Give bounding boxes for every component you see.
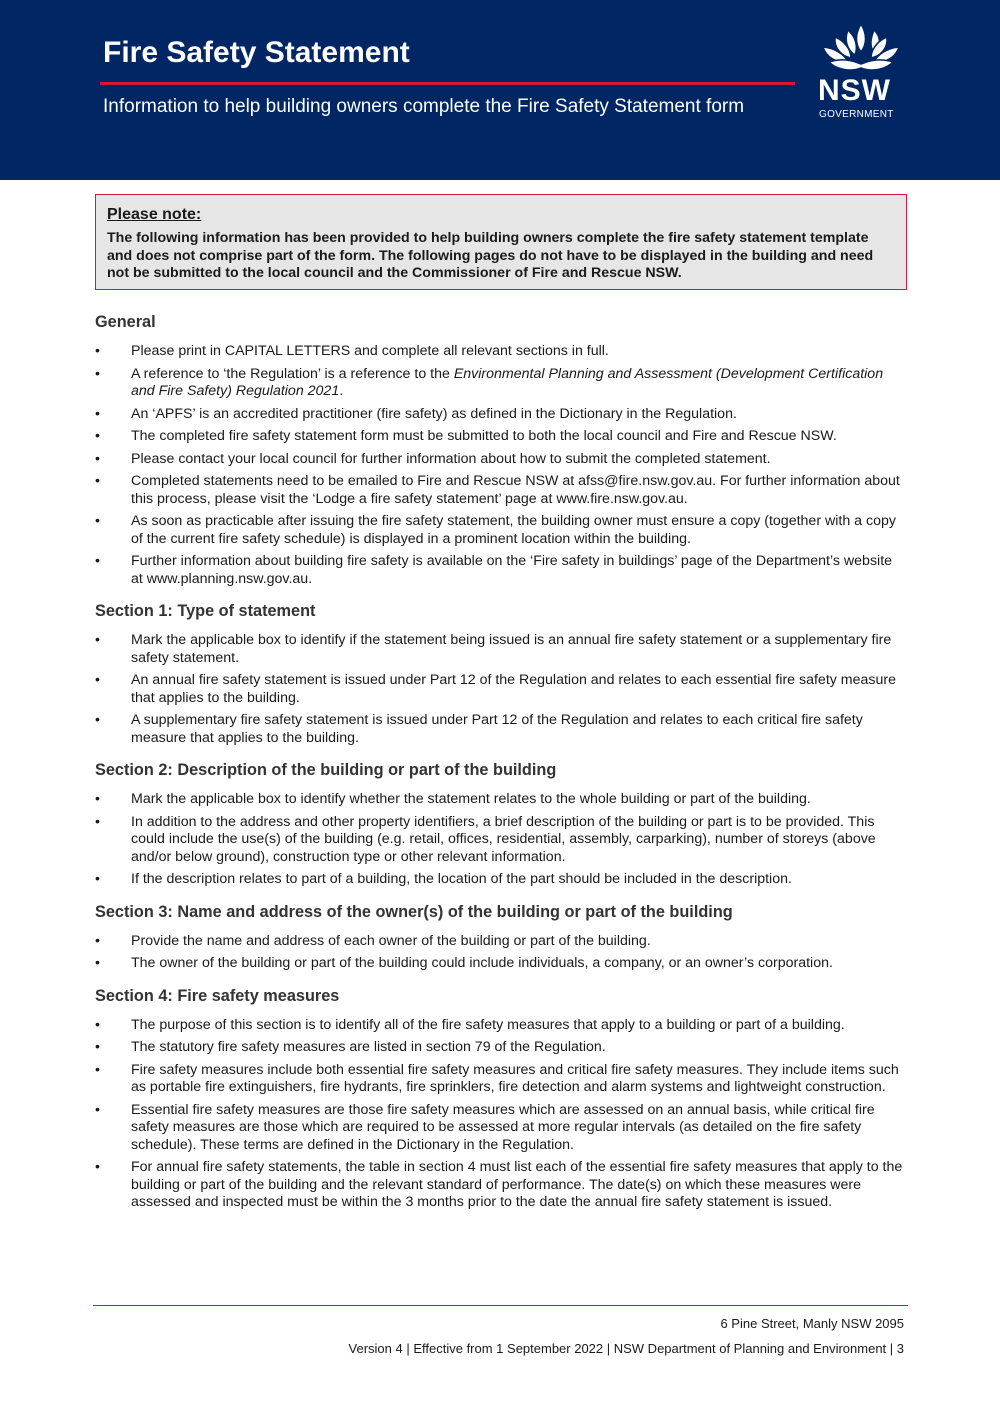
section-block [95,310,907,588]
list-item-text: A reference to ‘the Regulation’ is a reference to the [131,365,454,382]
list-item-text: Provide the name and address of each owner of the building or part of the building. [131,932,651,949]
list-item [95,406,907,424]
list-item [95,955,907,973]
list-item [95,1062,907,1097]
list-item-text: Mark the applicable box to identify if the statement being issued is an annual fire safety statement or a supplementary fire safety statement. [131,632,892,666]
logo-government-text: GOVERNMENT [819,109,894,120]
regulation-title: Environmental Planning and Assessment (Development Certification and Fire Safety) Regulation 2021 [131,365,884,399]
page-header [0,0,1000,180]
list-item-text: Mark the applicable box to identify whether the statement relates to the whole building or part of the building. [131,791,811,807]
bullet-list [95,632,907,747]
list-item [95,1039,907,1057]
list-item [95,513,907,548]
list-item [95,672,907,707]
logo-nsw-text: NSW [818,74,891,107]
section-heading: Section 4: Fire safety measures [95,986,340,1005]
list-item [95,871,907,889]
section-block [95,900,907,973]
list-item-text: Please contact your local council for further information about how to submit the completed statement. [131,450,771,467]
list-item-text: The completed fire safety statement form must be submitted to both the local council and Fire and Rescue NSW. [131,428,837,444]
list-item-text: . [339,383,344,399]
list-item [95,632,907,667]
section-heading: Section 2: Description of the building or part of the building [95,761,557,779]
list-item-text: If the description relates to part of a building, the location of the part should be included in the description. [131,871,792,887]
list-item [95,712,907,747]
list-item-text: The statutory fire safety measures are listed in section 79 of the Regulation. [131,1039,606,1055]
list-item-text: Please print in CAPITAL LETTERS and complete all relevant sections in full. [131,343,609,359]
list-item-text: The owner of the building or part of the building could include individuals, a company, or an owner’s corporation. [131,955,833,971]
list-item-text: Completed statements need to be emailed to Fire and Rescue NSW at afss@fire.nsw.gov.au. For further information about this process, please visit the ‘Lodge a fire safety statement’ page at www.fire.nsw.gov.au. [131,473,900,507]
bullet-list [95,343,907,588]
list-item [95,933,907,951]
list-item-text: Further information about building fire safety is available on the ‘Fire safety in buildings’ page of the Department’s website at www.planning.nsw.gov.au. [131,553,893,587]
list-item [95,814,907,867]
footer-address: 6 Pine Street, Manly NSW 2095 [720,1316,904,1331]
bullet-list [95,933,907,973]
waratah-icon [815,20,907,76]
section-block [95,599,907,747]
list-item [95,1102,907,1155]
footer-divider [93,1305,908,1306]
list-item [95,343,907,361]
list-item-text: In addition to the address and other property identifiers, a brief description of the building or part is to be provided. This could include the use(s) of the building (e.g. retail, offices, residential, assembly, carparking), number of storeys (above and/or below ground), construction type or other relevant information. [131,813,876,865]
page-subtitle: Information to help building owners complete the Fire Safety Statement form [103,96,745,117]
list-item [95,428,907,446]
page-title: Fire Safety Statement [103,36,410,69]
list-item-text: The purpose of this section is to identify all of the fire safety measures that apply to a building or part of a building. [131,1016,845,1033]
please-note-box [95,194,907,290]
list-item-text: Fire safety measures include both essential fire safety measures and critical fire safety measures. They include items such as portable fire extinguishers, fire hydrants, fire sprinklers, fire detection and alarm systems and lightweight construction. [131,1061,899,1095]
note-text: The following information has been provided to help building owners complete the fire safety statement template and does not comprise part of the form. The following pages do not have to be displayed in the building and need not be submitted to the local council and the Commissioner of Fire and Rescue NSW. [107,230,874,281]
list-item-text: An ‘APFS’ is an accredited practitioner (fire safety) as defined in the Dictionary in the Regulation. [131,405,737,422]
list-item [95,451,907,469]
section-heading: General [95,313,156,331]
list-item [95,1017,907,1035]
list-item [95,473,907,508]
list-item [95,366,907,401]
list-item-text: An annual fire safety statement is issued under Part 12 of the Regulation and relates to each essential fire safety measure that applies to the building. [131,672,896,706]
list-item-text: Essential fire safety measures are those fire safety measures which are assessed on an annual basis, while critical fire safety measures are those which are required to be assessed at more regular intervals (as detailed on the fire safety schedule). These terms are defined in the Dictionary in the Regulation. [131,1101,875,1153]
bullet-list [95,791,907,889]
list-item-text: A supplementary fire safety statement is issued under Part 12 of the Regulation and relates to each critical fire safety measure that applies to the building. [131,712,863,746]
list-item-text: For annual fire safety statements, the table in section 4 must list each of the essential fire safety measures that apply to the building or part of the building and the relevant standard of performance. The date(s) on which these measures were assessed and inspected must be within the 3 months prior to the date the annual fire safety statement is issued. [131,1159,903,1210]
list-item [95,1159,907,1212]
list-item [95,791,907,809]
bullet-list [95,1017,907,1212]
note-heading: Please note: [107,206,202,223]
list-item-text: As soon as practicable after issuing the fire safety statement, the building owner must ensure a copy (together with a copy of the current fire safety schedule) is displayed in a prominent location within the building. [131,513,896,547]
footer-version-line: Version 4 | Effective from 1 September 2022 | NSW Department of Planning and Environment | 3 [348,1341,904,1356]
section-block [95,758,907,889]
section-heading: Section 1: Type of statement [95,602,316,620]
main-content [95,310,907,1223]
section-block [95,984,907,1212]
nsw-government-logo [815,20,907,122]
header-divider [100,82,795,85]
list-item [95,553,907,588]
section-heading: Section 3: Name and address of the owner(s) of the building or part of the building [95,902,733,921]
